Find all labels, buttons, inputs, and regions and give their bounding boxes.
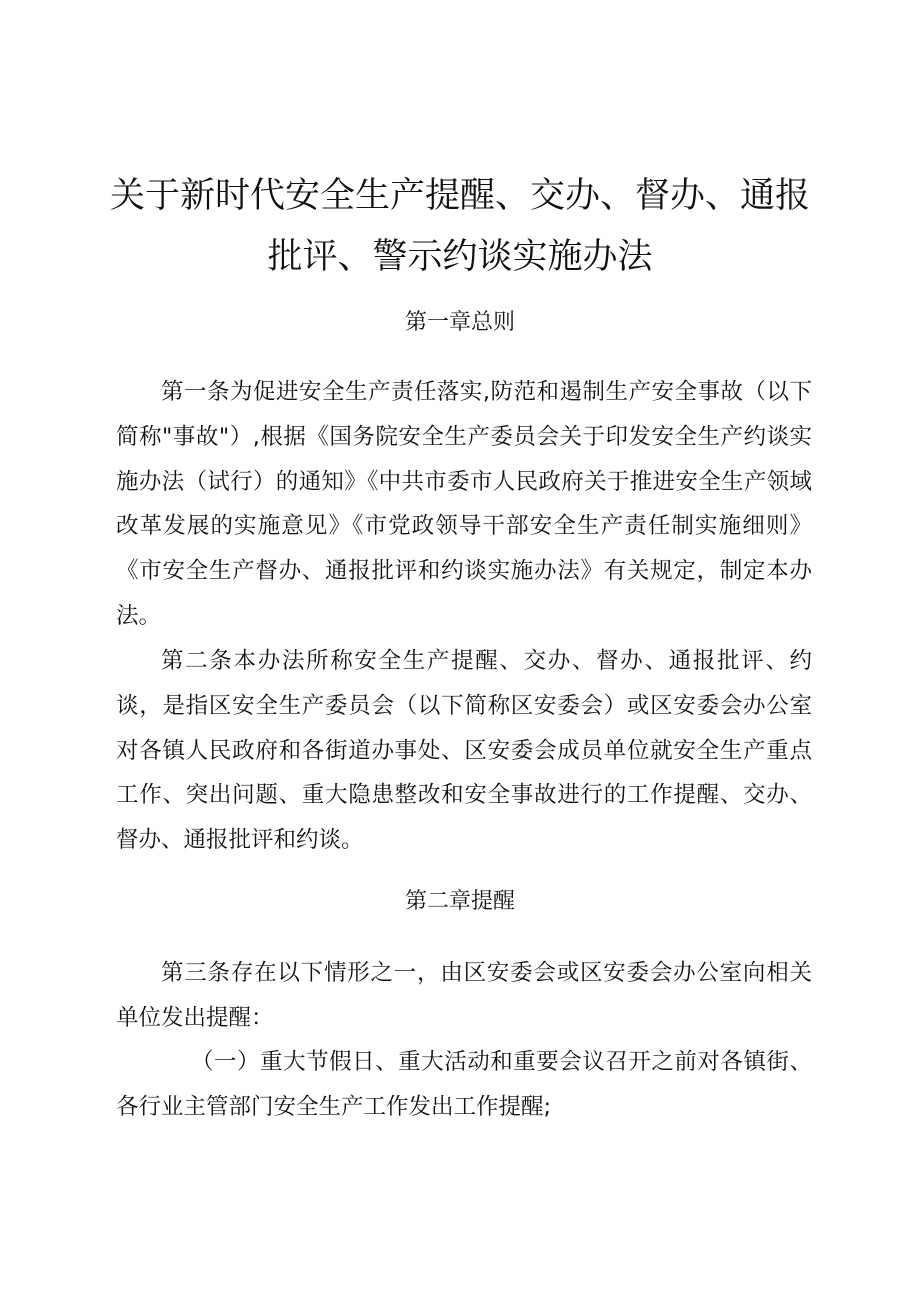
document-title: [100, 166, 820, 288]
article-2-paragraph: 第二条本办法所称安全生产提醒、交办、督办、通报批评、约谈，是指区安全生产委员会（以下简称区安委会）或区安委会办公室对各镇人民政府和各街道办事处、区安委会成员单位就安全生产重点工作、突出问题、重大隐患整改和安全事故进行的工作提醒、交办、督办、通报批评和约谈。: [116, 648, 812, 854]
chapter-1-heading: 第一章总则: [404, 310, 515, 335]
article-1-paragraph: 第一条为促进安全生产责任落实,防范和遏制生产安全事故（以下简称"事故"）,根据《国务院安全生产委员会关于印发安全生产约谈实施办法（试行）的通知》《中共市委市人民政府关于推进安全生产领域改革发展的实施意见》《市党政领导干部安全生产责任制实施细则》《市安全生产督办、通报批评和约谈实施办法》有关规定，制定本办法。: [116, 379, 812, 629]
item-1-paragraph: （一）重大节假日、重大活动和重要会议召开之前对各镇街、各行业主管部门安全生产工作发出工作提醒;: [116, 1049, 812, 1120]
title-line-1: 关于新时代安全生产提醒、交办、督办、通报: [109, 176, 810, 216]
chapter-2-heading: 第二章提醒: [404, 889, 515, 914]
article-3-paragraph: 第三条存在以下情形之一，由区安委会或区安委会办公室向相关单位发出提醒：: [116, 960, 812, 1031]
title-line-2: 批评、警示约谈实施办法: [267, 237, 653, 277]
